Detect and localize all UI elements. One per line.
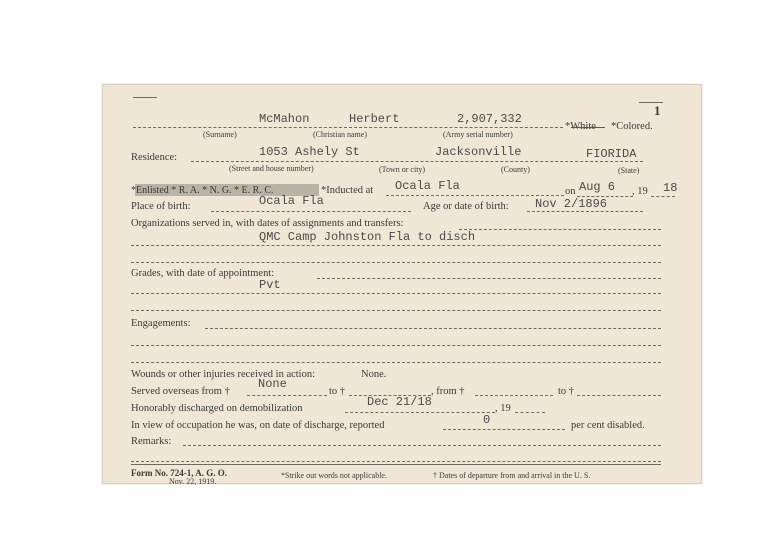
christian-name-value: Herbert xyxy=(349,112,400,126)
card-number: 1 xyxy=(654,103,661,118)
inducted-line xyxy=(386,195,564,196)
overseas-line-1 xyxy=(247,395,327,396)
grades-line-1 xyxy=(131,293,661,294)
residence-city: Jacksonville xyxy=(435,145,522,159)
label-town: (Town or city) xyxy=(379,165,426,174)
label-christian: (Christian name) xyxy=(313,130,367,139)
birth-date-line xyxy=(527,211,643,212)
residence-line xyxy=(191,161,643,162)
remarks-label: Remarks: xyxy=(131,436,172,447)
service-options: *Enlisted * R. A. * N. G. * E. R. C. xyxy=(131,185,274,196)
inducted-at-value: Ocala Fla xyxy=(395,179,460,193)
organizations-value: QMC Camp Johnston Fla to disch xyxy=(259,230,476,244)
form-date: Nov. 22, 1919. xyxy=(169,477,217,486)
organizations-line-2 xyxy=(131,262,661,263)
birth-date-label: Age or date of birth: xyxy=(423,201,509,212)
organizations-label: Organizations served in, with dates of assignments and transfers: xyxy=(131,218,404,229)
overseas-label: Served overseas from † xyxy=(131,386,230,397)
service-record-card xyxy=(102,84,702,484)
top-left-mark xyxy=(133,97,157,98)
overseas-to-2: to † xyxy=(558,386,575,397)
remarks-line-0 xyxy=(183,445,661,446)
disability-label: In view of occupation he was, on date of discharge, reported xyxy=(131,420,385,431)
overseas-value: None xyxy=(258,377,287,391)
race-white: *White xyxy=(565,121,596,132)
discharge-date-line xyxy=(345,412,495,413)
overseas-line-3 xyxy=(475,395,553,396)
remarks-line-1 xyxy=(131,461,661,462)
engagements-label: Engagements: xyxy=(131,318,191,329)
card-number-line xyxy=(639,102,663,103)
birth-place-label: Place of birth: xyxy=(131,201,191,212)
inducted-label: *Inducted at xyxy=(321,185,374,196)
on-label: on xyxy=(565,186,576,197)
disability-value: 0 xyxy=(483,413,491,427)
label-serial: (Army serial number) xyxy=(443,130,513,139)
overseas-line-4 xyxy=(577,395,661,396)
overseas-from: , from † xyxy=(431,386,465,397)
engagements-line-2 xyxy=(131,362,661,363)
birth-place-line xyxy=(211,211,411,212)
name-line xyxy=(133,127,563,128)
grades-line-2 xyxy=(131,310,661,311)
serial-number-value: 2,907,332 xyxy=(457,112,522,126)
engagements-line-0 xyxy=(205,328,661,329)
grades-value: Pvt xyxy=(259,278,281,292)
engagements-line-1 xyxy=(131,345,661,346)
birth-place-value: Ocala Fla xyxy=(259,194,324,208)
induction-date-value: Aug 6 xyxy=(579,180,616,194)
induction-year-line xyxy=(651,196,675,197)
overseas-to-1: to † xyxy=(329,386,346,397)
disability-suffix: per cent disabled. xyxy=(571,420,645,431)
organizations-line-0 xyxy=(459,229,661,230)
remarks-line-2 xyxy=(131,464,661,465)
wounds-value: None. xyxy=(361,369,387,380)
organizations-line-1 xyxy=(131,245,661,246)
discharge-year-line xyxy=(515,412,545,413)
form-number: Form No. 724-1, A. G. O. xyxy=(131,468,227,478)
grades-line-0 xyxy=(317,278,661,279)
discharge-label: Honorably discharged on demobilization xyxy=(131,403,303,414)
label-county: (County) xyxy=(501,165,530,174)
birth-date-value: Nov 2/1896 xyxy=(535,197,608,211)
white-strike xyxy=(571,127,605,128)
induction-year-value: 18 xyxy=(663,181,678,195)
disability-line xyxy=(443,429,565,430)
residence-street: 1053 Ashely St xyxy=(259,145,360,159)
induction-year-prefix: , 19 xyxy=(632,186,648,197)
grades-label: Grades, with date of appointment: xyxy=(131,268,275,279)
race-colored: *Colored. xyxy=(611,121,653,132)
label-street: (Street and house number) xyxy=(229,164,314,173)
residence-state: FIORIDA xyxy=(586,147,637,161)
discharge-year-prefix: , 19 xyxy=(495,403,511,414)
residence-label: Residence: xyxy=(131,152,178,163)
wounds-label: Wounds or other injuries received in action: xyxy=(131,369,316,380)
label-state: (State) xyxy=(618,166,640,175)
label-surname: (Surname) xyxy=(203,130,237,139)
surname-value: McMahon xyxy=(259,112,310,126)
footnote-strike-out: *Strike out words not applicable. xyxy=(281,471,387,480)
discharge-date-value: Dec 21/18 xyxy=(367,395,432,409)
footnote-dates: † Dates of departure from and arrival in the U. S. xyxy=(433,471,591,480)
